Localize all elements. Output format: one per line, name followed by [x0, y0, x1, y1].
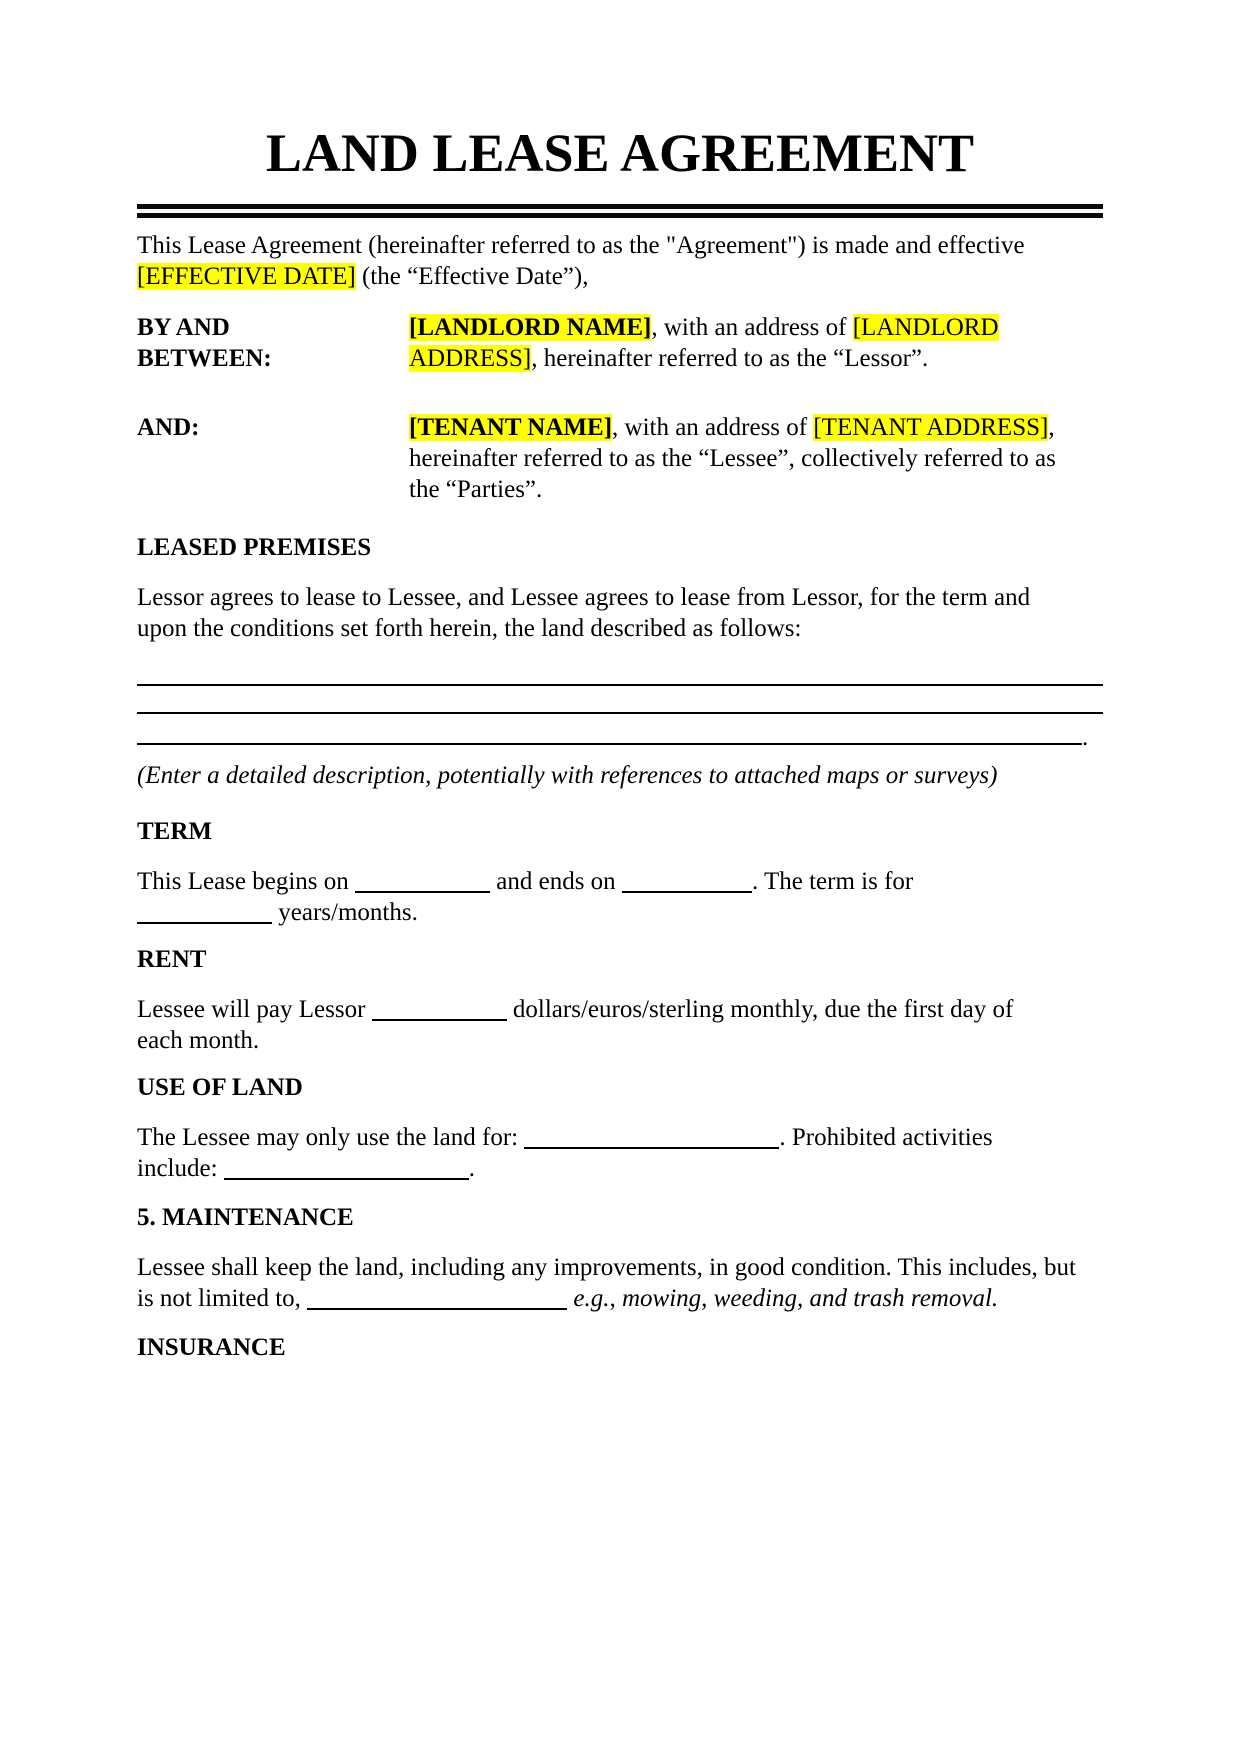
term-line2-post: years/months.	[272, 899, 418, 926]
title-divider-rule	[137, 204, 1103, 218]
tenant-after-address: ,	[1048, 414, 1055, 441]
description-blank-line-1	[137, 684, 1103, 686]
document-title: LAND LEASE AGREEMENT	[265, 123, 975, 183]
rent-line1-pre: Lessee will pay Lessor	[137, 996, 372, 1023]
landlord-address-placeholder-part1: [LANDLORD	[852, 314, 999, 341]
rent-heading: RENT	[137, 946, 207, 973]
maintenance-heading: 5. MAINTENANCE	[137, 1204, 354, 1231]
leased-premises-heading: LEASED PREMISES	[137, 534, 372, 561]
rent-amount-blank	[372, 1019, 507, 1021]
maintenance-paragraph	[137, 1252, 1117, 1314]
tenant-party-content	[409, 412, 1117, 505]
prohibited-activities-blank	[224, 1178, 469, 1180]
intro-paragraph	[137, 230, 1117, 292]
insurance-heading: INSURANCE	[137, 1334, 286, 1361]
landlord-rest-text: , hereinafter referred to as the “Lessor”.	[531, 345, 929, 372]
intro-line1: This Lease Agreement (hereinafter referred to as the "Agreement") is made and effective	[137, 232, 1025, 259]
landlord-line1	[409, 312, 1117, 343]
use-of-land-line2	[137, 1153, 1117, 1184]
maintenance-line1: Lessee shall keep the land, including any improvements, in good condition. This includes, but	[137, 1254, 1076, 1281]
intro-line2-rest: (the “Effective Date”),	[355, 263, 589, 290]
landlord-address-placeholder-part2: ADDRESS]	[409, 345, 532, 372]
leased-premises-line1: Lessor agrees to lease to Lessee, and Lessee agrees to lease from Lessor, for the term and	[137, 584, 1031, 611]
term-line2	[137, 897, 1117, 928]
end-date-blank	[622, 891, 752, 893]
tenant-address-placeholder: [TENANT ADDRESS]	[813, 414, 1049, 441]
description-blank-line-2	[137, 712, 1103, 714]
description-note-text: (Enter a detailed description, potentially with references to attached maps or surveys)	[137, 762, 998, 789]
begin-date-blank	[355, 891, 490, 893]
use-line2-pre: include:	[137, 1155, 224, 1182]
term-line1	[137, 866, 1117, 897]
tenant-party-label: AND:	[137, 414, 200, 441]
term-line1-mid: and ends on	[490, 868, 622, 895]
term-paragraph	[137, 866, 1117, 928]
tenant-line1	[409, 412, 1117, 443]
maintenance-example-text: e.g., mowing, weeding, and trash removal.	[573, 1285, 999, 1312]
landlord-name-placeholder: [LANDLORD NAME]	[409, 314, 652, 341]
term-heading: TERM	[137, 818, 212, 845]
intro-line2	[137, 261, 1117, 292]
description-blank-line-3	[137, 722, 1088, 753]
use-of-land-paragraph	[137, 1122, 1117, 1184]
rent-line2: each month.	[137, 1027, 260, 1054]
landlord-mid-text: , with an address of	[651, 314, 853, 341]
landlord-line2	[409, 343, 1117, 374]
effective-date-placeholder: [EFFECTIVE DATE]	[137, 263, 356, 290]
description-period: .	[1082, 724, 1089, 751]
maintenance-tasks-blank	[307, 1308, 567, 1310]
maintenance-line2	[137, 1283, 1117, 1314]
maintenance-line2-pre: is not limited to,	[137, 1285, 308, 1312]
tenant-line3: the “Parties”.	[409, 476, 543, 503]
duration-blank	[137, 922, 272, 924]
land-use-blank	[524, 1147, 779, 1149]
description-note	[137, 760, 1117, 791]
rent-paragraph	[137, 994, 1117, 1056]
term-line1-post: . The term is for	[751, 868, 914, 895]
use-line1-post: . Prohibited activities	[779, 1124, 993, 1151]
tenant-name-placeholder: [TENANT NAME]	[409, 414, 613, 441]
tenant-mid-text: , with an address of	[612, 414, 814, 441]
landlord-party-label: BY AND BETWEEN:	[137, 314, 272, 372]
use-line1-pre: The Lessee may only use the land for:	[137, 1124, 525, 1151]
rent-line1-post: dollars/euros/sterling monthly, due the first day of	[506, 996, 1014, 1023]
use-of-land-heading: USE OF LAND	[137, 1074, 303, 1101]
description-blank-line-3-rule	[137, 727, 1082, 745]
use-line2-period: .	[468, 1155, 476, 1182]
use-of-land-line1	[137, 1122, 1117, 1153]
term-line1-pre: This Lease begins on	[137, 868, 356, 895]
leased-premises-paragraph	[137, 582, 1117, 644]
leased-premises-line2: upon the conditions set forth herein, the land described as follows:	[137, 615, 802, 642]
tenant-line2: hereinafter referred to as the “Lessee”, collectively referred to as	[409, 445, 1056, 472]
rent-line1	[137, 994, 1117, 1025]
landlord-party-content	[409, 312, 1117, 374]
